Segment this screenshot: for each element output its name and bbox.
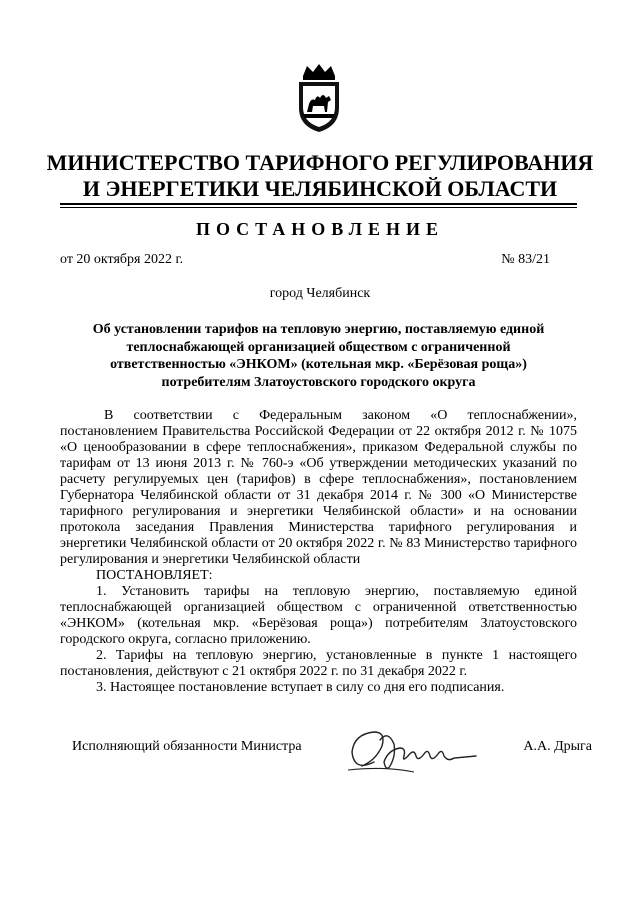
document-subject [60,321,577,391]
document-body [60,408,577,696]
preamble-paragraph: В соответствии с Федеральным законом «О теплоснабжении», постановлением Правительства Российской Федерации от 22 октября 2012 г. № 1075 «О ценообразовании в сфере теплоснабжения», приказом Федеральной службы по тарифам от 13 июня 2013 г. № 760-э «Об утверждении методических указаний по расчету регулируемых цен (тарифов) в сфере теплоснабжения», постановлением Губернатора Челябинской области от 31 декабря 2014 г. № 300 «О Министерстве тарифного регулирования и энергетики Челябинской области» и на основании протокола заседания Правления Министерства тарифного регулирования и энергетики Челябинской области от 20 октября 2022 г. № 83 Министерство тарифного регулирования и энергетики Челябинской области [60,408,577,567]
clause-3: 3. Настоящее постановление вступает в силу со дня его подписания. [96,680,505,695]
document-type-title: ПОСТАНОВЛЕНИЕ [195,219,445,239]
subject-line: теплоснабжающей организацией обществом с ограниченной [126,339,511,355]
signer-title: Исполняющий обязанности Министра [72,739,302,754]
clause-1: 1. Установить тарифы на тепловую энергию, поставляемую единой теплоснабжающей организацией обществом с ограниченной ответственностью «ЭНКОМ» (котельная мкр. «Берёзовая роща») потребителям Златоустовского городского округа, согласно приложению. [60,584,577,647]
subject-line: ответственностью «ЭНКОМ» (котельная мкр. «Берёзовая роща») [110,357,527,372]
subject-line: потребителям Златоустовского городского округа [161,374,476,390]
clause-2: 2. Тарифы на тепловую энергию, установленные в пункте 1 настоящего постановления, действуют с 21 октября 2022 г. по 31 декабря 2022 г. [60,648,577,679]
document-city: город Челябинск [269,286,371,301]
subject-line: Об установлении тарифов на тепловую энергию, поставляемую единой [92,322,545,337]
coat-of-arms-icon [291,62,347,134]
header-divider [60,203,577,205]
ministry-name [40,150,600,202]
header-divider-thin [60,207,577,208]
resolves-heading: ПОСТАНОВЛЯЕТ: [96,568,213,583]
signer-name: А.А. Дрыга [523,739,592,754]
ministry-name-line1: МИНИСТЕРСТВО ТАРИФНОГО РЕГУЛИРОВАНИЯ [46,150,594,175]
signature-icon [344,722,484,780]
document-number: № 83/21 [501,252,550,267]
ministry-name-line2: И ЭНЕРГЕТИКИ ЧЕЛЯБИНСКОЙ ОБЛАСТИ [82,176,558,201]
document-date: от 20 октября 2022 г. [60,252,184,267]
